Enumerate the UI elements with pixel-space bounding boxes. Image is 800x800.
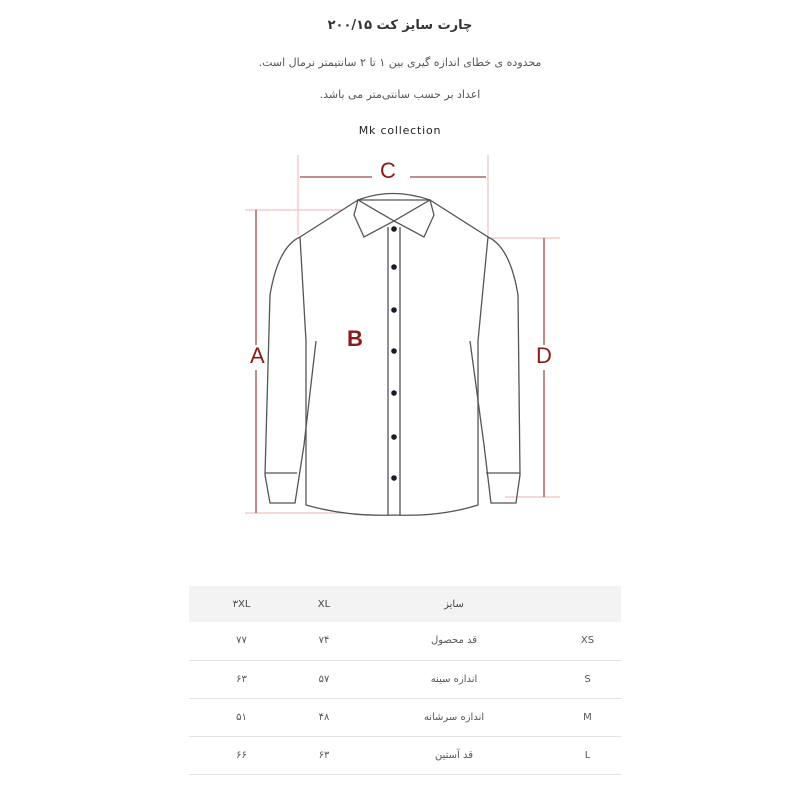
label-a-length: A bbox=[250, 343, 265, 368]
cell-xl: ۵۷ bbox=[294, 660, 354, 698]
cell-size: L bbox=[554, 736, 621, 774]
cell-xl: ۷۴ bbox=[294, 622, 354, 660]
table-header-row bbox=[189, 586, 621, 622]
label-b-chest: B bbox=[347, 326, 363, 351]
cell-3xl: ۶۶ bbox=[189, 736, 294, 774]
cell-measure: قد محصول bbox=[354, 622, 554, 660]
units-note: اعداد بر حسب سانتی‌متر می باشد. bbox=[319, 88, 481, 101]
header-size: سایز bbox=[354, 586, 554, 622]
cell-size: M bbox=[554, 698, 621, 736]
cell-measure: قد آستین bbox=[354, 736, 554, 774]
table-row bbox=[189, 736, 621, 774]
measurement-error-note: محدوده ی خطای اندازه گیری بین ۱ تا ۲ سانتیمتر نرمال است. bbox=[258, 56, 542, 69]
table-row bbox=[189, 698, 621, 736]
cell-xl: ۴۸ bbox=[294, 698, 354, 736]
label-d-sleeve: D bbox=[536, 343, 552, 368]
cell-3xl: ۷۷ bbox=[189, 622, 294, 660]
shirt-measurement-diagram bbox=[220, 145, 580, 525]
cell-measure: اندازه سینه bbox=[354, 660, 554, 698]
cell-size: XS bbox=[554, 622, 621, 660]
header-xl: XL bbox=[294, 586, 354, 622]
shirt-outline bbox=[265, 194, 520, 516]
table-row bbox=[189, 660, 621, 698]
label-c-shoulder: C bbox=[380, 158, 396, 183]
cell-3xl: ۶۳ bbox=[189, 660, 294, 698]
cell-xl: ۶۳ bbox=[294, 736, 354, 774]
header-3xl: ۳XL bbox=[189, 586, 294, 622]
brand-name: Mk collection bbox=[358, 124, 442, 137]
table-row bbox=[189, 622, 621, 660]
cell-size: S bbox=[554, 660, 621, 698]
cell-measure: اندازه سرشانه bbox=[354, 698, 554, 736]
size-table bbox=[189, 586, 621, 775]
cell-3xl: ۵۱ bbox=[189, 698, 294, 736]
header-empty bbox=[554, 586, 621, 622]
page-title: چارت سایز کت ۲۰۰/۱۵ bbox=[327, 18, 473, 33]
